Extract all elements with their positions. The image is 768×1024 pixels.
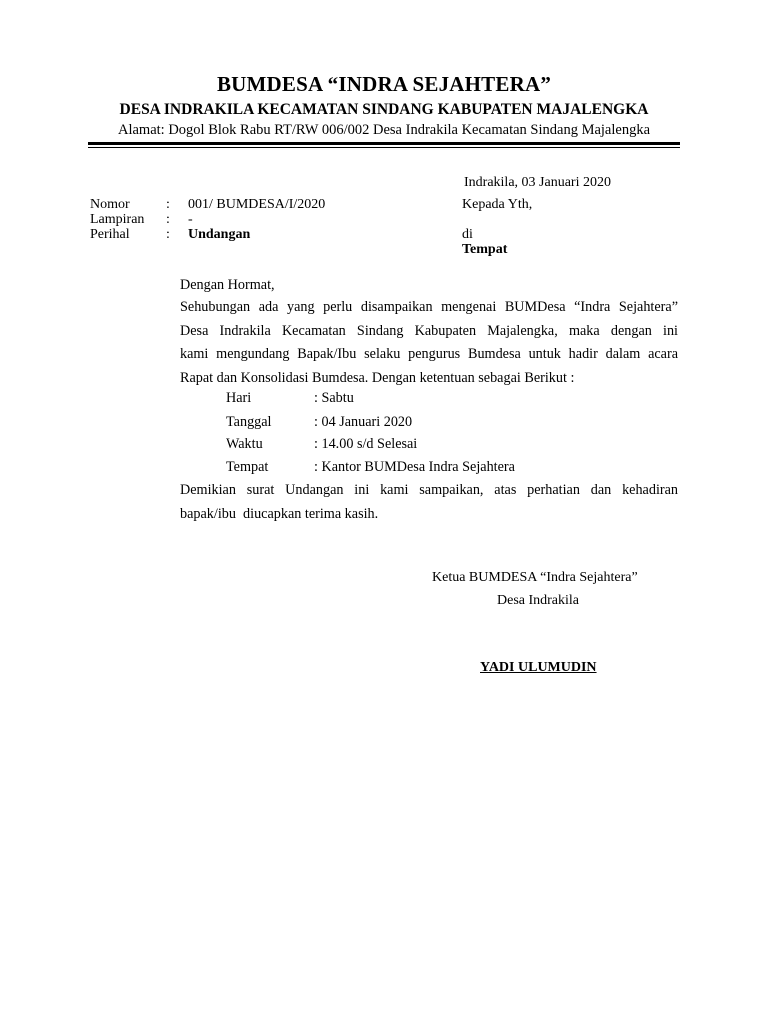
intro-line: Desa Indrakila Kecamatan Sindang Kabupaten Majalengka, maka dengan ini <box>180 322 678 339</box>
signature-name: YADI ULUMUDIN <box>480 660 597 675</box>
closing-line: Demikian surat Undangan ini kami sampaikan, atas perhatian dan kehadiran <box>180 482 678 498</box>
detail-label: Tanggal <box>226 414 272 430</box>
detail-row-hari <box>226 390 354 407</box>
recipient-di: di <box>462 227 473 242</box>
letterhead-subtitle: DESA INDRAKILA KECAMATAN SINDANG KABUPATEN MAJALENGKA <box>119 101 649 118</box>
meta-sep-perihal: : <box>166 227 170 242</box>
closing-line: bapak/ibu diucapkan terima kasih. <box>180 505 379 522</box>
meta-label-perihal: Perihal <box>90 227 130 242</box>
letterhead-divider-thick <box>88 142 680 145</box>
meta-sep-lampiran: : <box>166 212 170 227</box>
meta-value-perihal: Undangan <box>188 227 251 242</box>
letterhead-address: Alamat: Dogol Blok Rabu RT/RW 006/002 Desa Indrakila Kecamatan Sindang Majalengka <box>117 122 651 138</box>
meta-label-lampiran: Lampiran <box>90 212 145 227</box>
intro-paragraph <box>180 296 678 391</box>
recipient-place: Tempat <box>462 242 508 257</box>
detail-row-waktu <box>226 436 417 453</box>
closing-paragraph <box>180 479 678 526</box>
greeting: Dengan Hormat, <box>180 277 275 293</box>
meta-value-nomor: 001/ BUMDESA/I/2020 <box>188 197 326 212</box>
detail-value: : 14.00 s/d Selesai <box>314 436 418 452</box>
letterhead-divider-thin <box>88 147 680 148</box>
detail-label: Tempat <box>226 459 269 475</box>
recipient-salutation: Kepada Yth, <box>462 197 533 212</box>
intro-line: Rapat dan Konsolidasi Bumdesa. Dengan ketentuan sebagai Berikut : <box>180 370 575 387</box>
detail-label: Waktu <box>226 436 263 452</box>
detail-label: Hari <box>226 390 252 406</box>
detail-value: : 04 Januari 2020 <box>314 414 413 430</box>
intro-line: kami mengundang Bapak/Ibu selaku pengurus Bumdesa untuk hadir dalam acara <box>180 346 678 363</box>
meta-sep-nomor: : <box>166 197 170 212</box>
detail-row-tempat <box>226 459 515 476</box>
meta-value-lampiran: - <box>188 212 193 227</box>
detail-row-tanggal <box>226 414 412 431</box>
detail-value: : Sabtu <box>314 390 354 406</box>
signature-place: Desa Indrakila <box>497 593 580 608</box>
meta-label-nomor: Nomor <box>90 197 130 212</box>
detail-value: : Kantor BUMDesa Indra Sejahtera <box>314 459 515 475</box>
letter-date: Indrakila, 03 Januari 2020 <box>464 175 611 190</box>
letterhead-title: BUMDESA “INDRA SEJAHTERA” <box>216 72 552 96</box>
signature-role: Ketua BUMDESA “Indra Sejahtera” <box>432 570 638 585</box>
intro-line: Sehubungan ada yang perlu disampaikan mengenai BUMDesa “Indra Sejahtera” <box>180 299 678 315</box>
